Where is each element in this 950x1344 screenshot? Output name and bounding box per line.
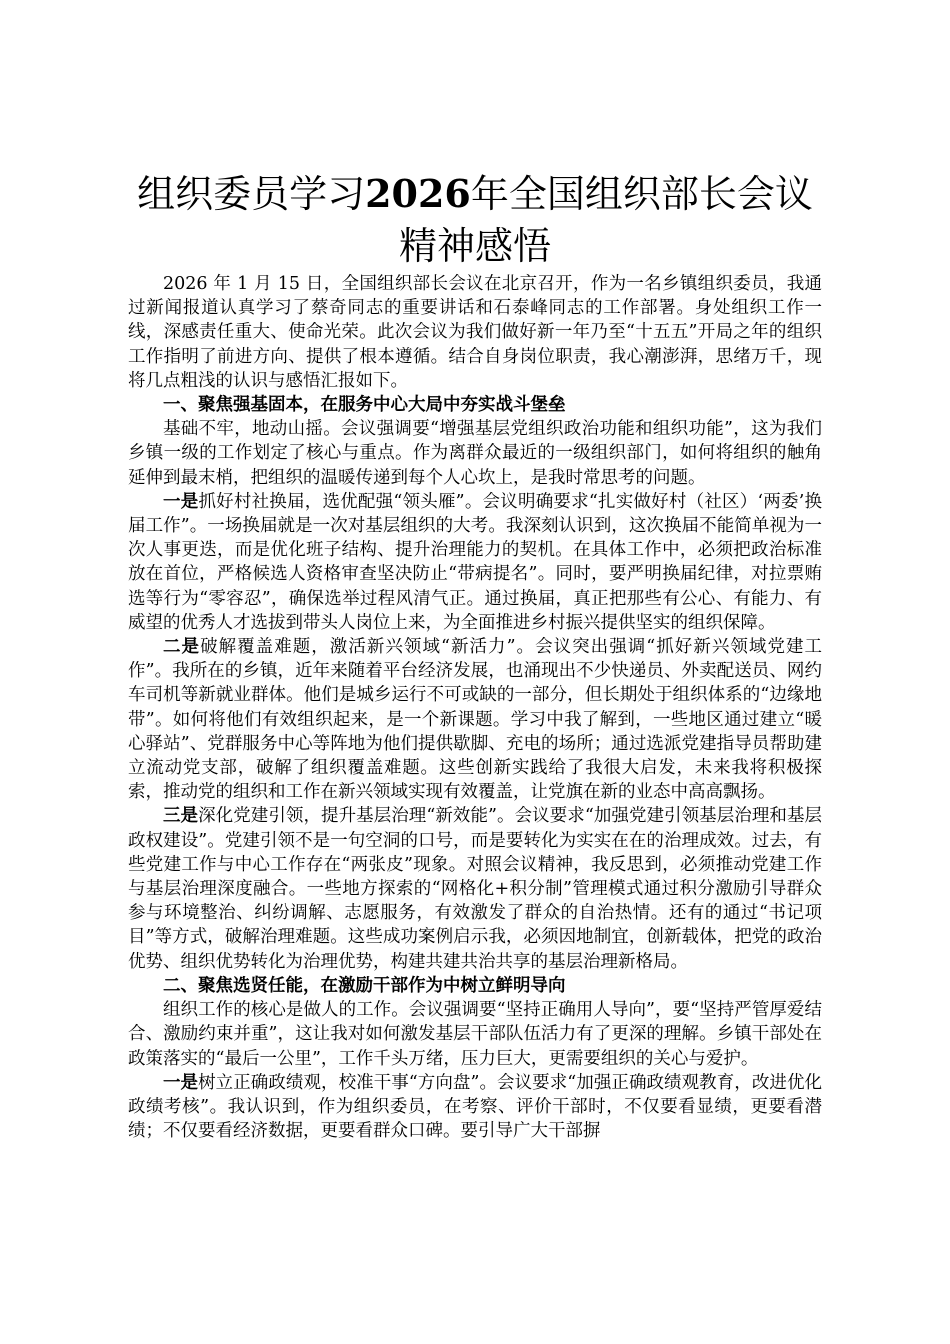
document-title	[128, 168, 822, 272]
section-1-point-3	[128, 804, 822, 973]
title-year: 2026	[365, 171, 471, 216]
point-lead: 一是	[163, 491, 199, 512]
point-lead: 一是	[163, 1072, 199, 1093]
section-heading-1: 一、聚焦强基固本，在服务中心大局中夯实战斗堡垒	[163, 395, 566, 416]
point-text: 抓好村社换届，选优配强“领头雁”。会议明确要求“扎实做好村（社区）‘两委’换届工作”。一场换届就是一次对基层组织的大考。我深刻认识到，这次换届不能简单视为一次人事更迭，而是优化班子结构、提升治理能力的契机。在具体工作中，必须把政治标准放在首位，严格候选人资格审查坚决防止“带病提名”。同时，要严明换届纪律，对拉票贿选等行为“零容忍”，确保选举过程风清气正。通过换届，真正把那些有公心、有能力、有威望的优秀人才选拔到带头人岗位上来，为全面推进乡村振兴提供坚实的组织保障。	[128, 491, 822, 633]
document-page	[128, 168, 822, 1143]
point-lead: 二是	[163, 637, 201, 658]
section-1-intro: 基础不牢，地动山摇。会议强调要“增强基层党组织政治功能和组织功能”，这为我们乡镇一级的工作划定了核心与重点。作为离群众最近的一级组织部门，如何将组织的触角延伸到最末梢，把组织的温暖传递到每个人心坎上，是我时常思考的问题。	[128, 419, 822, 488]
section-1-point-2	[128, 635, 822, 804]
intro-paragraph: 2026 年 1 月 15 日，全国组织部长会议在北京召开，作为一名乡镇组织委员，我通过新闻报道认真学习了蔡奇同志的重要讲话和石泰峰同志的工作部署。身处组织工作一线，深感责任重大、使命光荣。此次会议为我们做好新一年乃至“十五五”开局之年的组织工作指明了前进方向、提供了根本遵循。结合自身岗位职责，我心潮澎湃，思绪万千，现将几点粗浅的认识与感悟汇报如下。	[128, 274, 822, 391]
point-text: 破解覆盖难题，激活新兴领域“新活力”。会议突出强调“抓好新兴领域党建工作”。我所在的乡镇，近年来随着平台经济发展，也涌现出不少快递员、外卖配送员、网约车司机等新就业群体。他们是城乡运行不可或缺的一部分，但长期处于组织体系的“边缘地带”。如何将他们有效组织起来，是一个新课题。学习中我了解到，一些地区通过建立“暖心驿站”、党群服务中心等阵地为他们提供歇脚、充电的场所；通过选派党建指导员帮助建立流动党支部，破解了组织覆盖难题。这些创新实践给了我很大启发，未来我将积极探索，推动党的组织和工作在新兴领域实现有效覆盖，让党旗在新的业态中高高飘扬。	[128, 637, 823, 803]
section-1-point-1	[128, 490, 822, 635]
title-part2: 年全国组织部长会议精神感悟	[398, 172, 813, 268]
section-2-point-1	[128, 1071, 822, 1144]
point-text: 树立正确政绩观，校准干事“方向盘”。会议要求“加强正确政绩观教育，改进优化政绩考核”。我认识到，作为组织委员，在考察、评价干部时，不仅要看显绩，更要看潜绩；不仅要看经济数据，更要看群众口碑。要引导广大干部摒	[128, 1072, 823, 1142]
section-2-intro: 组织工作的核心是做人的工作。会议强调要“坚持正确用人导向”，要“坚持严管厚爱结合、激励约束并重”，这让我对如何激发基层干部队伍活力有了更深的理解。乡镇干部处在政策落实的“最后一公里”，工作千头万绪，压力巨大，更需要组织的关心与爱护。	[128, 1000, 822, 1069]
point-lead: 三是	[163, 806, 199, 827]
title-part1: 组织委员学习	[137, 172, 366, 216]
section-heading-2: 二、聚焦选贤任能，在激励干部作为中树立鲜明导向	[163, 975, 566, 996]
point-text: 深化党建引领，提升基层治理“新效能”。会议要求“加强党建引领基层治理和基层政权建设”。党建引领不是一句空洞的口号，而是要转化为实实在在的治理成效。过去，有些党建工作与中心工作存在“两张皮”现象。对照会议精神，我反思到，必须推动党建工作与基层治理深度融合。一些地方探索的“网格化+积分制”管理模式通过积分激励引导群众参与环境整治、纠纷调解、志愿服务，有效激发了群众的自治热情。还有的通过“书记项目”等方式，破解治理难题。这些成功案例启示我，必须因地制宜，创新载体，把党的政治优势、组织优势转化为治理优势，构建共建共治共享的基层治理新格局。	[128, 806, 823, 972]
